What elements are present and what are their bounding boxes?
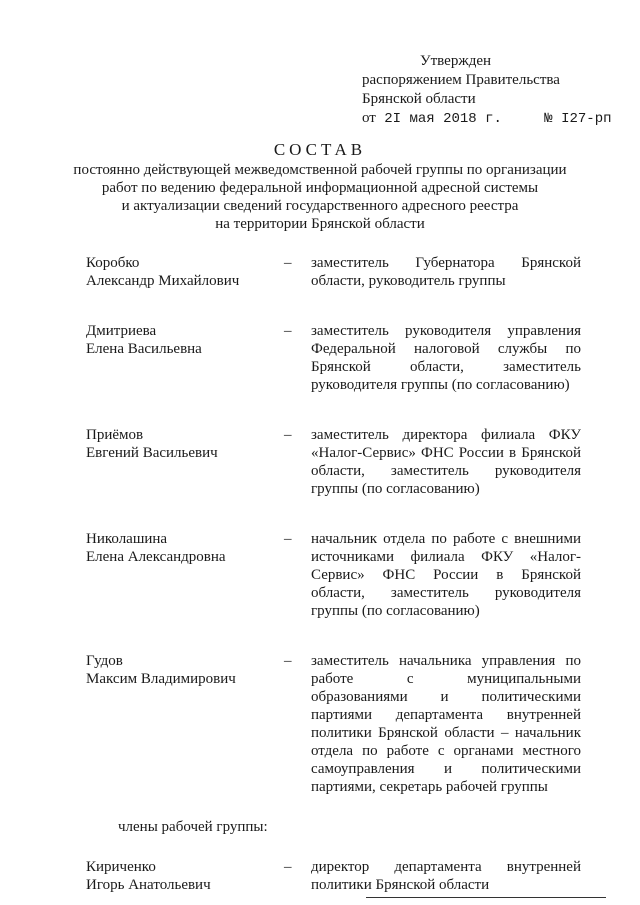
member-surname: Гудов: [86, 653, 123, 669]
approval-authority: распоряжением Правительства: [362, 72, 560, 88]
member-list: [86, 254, 581, 894]
member-row: [86, 254, 581, 290]
member-name: [86, 858, 284, 894]
document-subtitle: [60, 161, 580, 233]
approval-date-line: [362, 109, 612, 129]
member-name: [86, 322, 284, 394]
footer-divider: [366, 897, 606, 898]
member-row: [86, 858, 581, 894]
subtitle-line: и актуализации сведений государственного адресного реестра: [121, 198, 519, 214]
member-role: заместитель начальника управления по работе с муниципальными образованиями и политическими партиями департамента внутренней политики Брянской области – начальник отдела по работе с органами местного самоуправления и политическими партиями, секретарь рабочей группы: [311, 653, 581, 795]
dash-separator: –: [284, 653, 292, 669]
member-surname: Приёмов: [86, 427, 144, 443]
member-name: [86, 530, 284, 620]
member-row: [86, 652, 581, 796]
dash-separator: –: [284, 531, 292, 547]
member-row: [86, 322, 581, 394]
member-given-name: Елена Васильевна: [86, 341, 202, 357]
subtitle-line: постоянно действующей межведомственной рабочей группы по организации: [73, 162, 567, 178]
subtitle-line: на территории Брянской области: [215, 216, 425, 232]
member-given-name: Игорь Анатольевич: [86, 877, 211, 893]
member-given-name: Евгений Васильевич: [86, 445, 218, 461]
approval-block: [362, 52, 612, 129]
approval-date: 2I мая 2018 г.: [384, 111, 502, 127]
member-given-name: Максим Владимирович: [86, 671, 236, 687]
subtitle-line: работ по ведению федеральной информационной адресной системы: [101, 180, 539, 196]
dash-separator: –: [284, 255, 292, 271]
approval-title: Утвержден: [420, 53, 492, 69]
member-surname: Коробко: [86, 255, 140, 271]
member-surname: Николашина: [86, 531, 168, 547]
member-role: начальник отдела по работе с внешними источниками филиала ФКУ «Налог-Сервис» ФНС России в Брянской области, заместитель руководителя группы (по согласованию): [311, 531, 581, 619]
member-row: [86, 426, 581, 498]
member-surname: Дмитриева: [86, 323, 157, 339]
member-role: заместитель руководителя управления Федеральной налоговой службы по Брянской области, заместитель руководителя группы (по согласованию): [311, 323, 581, 393]
member-name: [86, 652, 284, 796]
member-role: заместитель Губернатора Брянской области, руководитель группы: [311, 255, 581, 289]
member-name: [86, 426, 284, 498]
member-given-name: Елена Александровна: [86, 549, 226, 565]
member-name: [86, 254, 284, 290]
group-members-label: члены рабочей группы:: [118, 819, 268, 835]
member-role: заместитель директора филиала ФКУ «Налог-Сервис» ФНС России в Брянской области, заместитель руководителя группы (по согласованию): [311, 427, 581, 497]
approval-date-prefix: от: [362, 110, 376, 126]
member-role: директор департамента внутренней политики Брянской области: [311, 859, 581, 893]
member-surname: Кириченко: [86, 859, 156, 875]
document-heading: [60, 139, 580, 233]
member-row: [86, 530, 581, 620]
dash-separator: –: [284, 859, 292, 875]
document-title: СОСТАВ: [273, 140, 367, 159]
dash-separator: –: [284, 323, 292, 339]
approval-number: № I27-рп: [544, 111, 612, 127]
approval-region: Брянской области: [362, 91, 476, 107]
dash-separator: –: [284, 427, 292, 443]
member-given-name: Александр Михайлович: [86, 273, 240, 289]
